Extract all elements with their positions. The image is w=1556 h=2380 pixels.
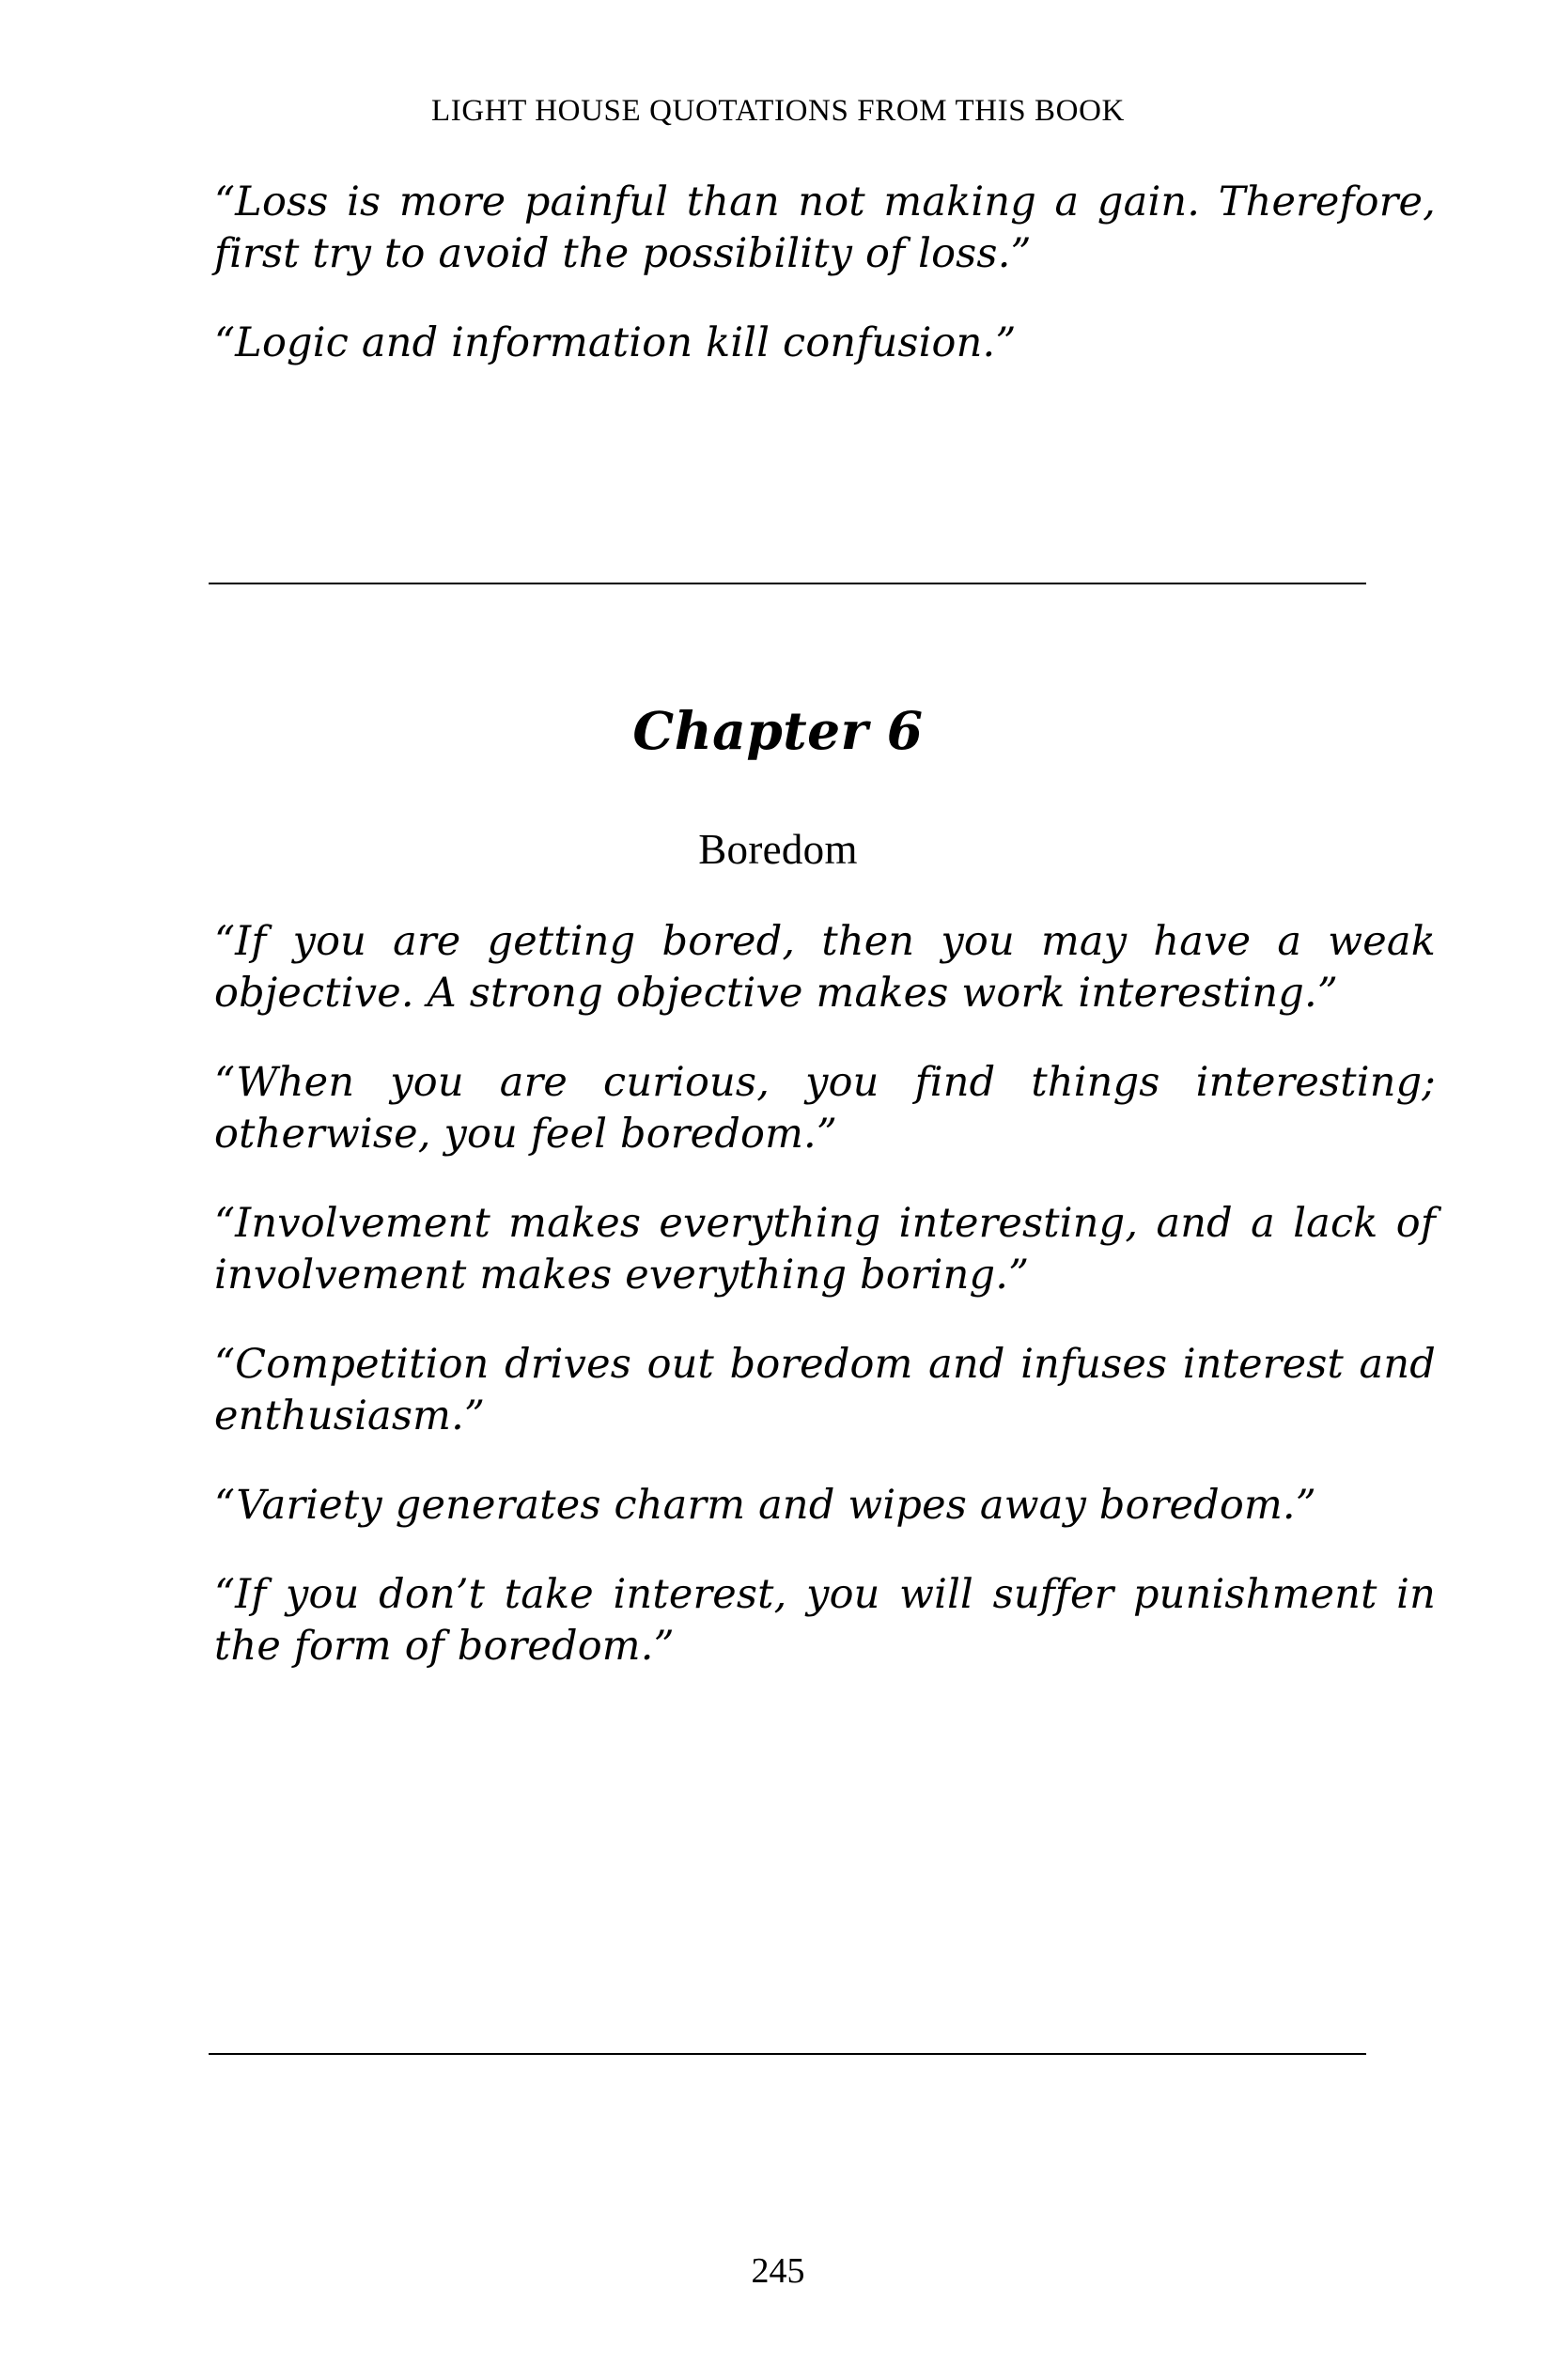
quote-paragraph: “Loss is more painful than not making a gain. Therefore, first try to avoid the possibility of loss.” <box>214 179 1436 278</box>
top-quotes-section <box>214 177 1436 369</box>
chapter-quotes-section <box>214 916 1436 1672</box>
quote-paragraph: “Variety generates charm and wipes away boredom.” <box>214 1482 1316 1530</box>
quote-paragraph: “Competition drives out boredom and infuses interest and enthusiasm.” <box>214 1341 1436 1440</box>
chapter-subtitle: Boredom <box>698 826 858 873</box>
quote-paragraph: “Involvement makes everything interesting, and a lack of involvement makes everything boring.” <box>214 1200 1436 1299</box>
chapter-title: Chapter 6 <box>632 700 924 761</box>
quote-paragraph: “When you are curious, you find things interesting; otherwise, you feel boredom.” <box>214 1059 1436 1159</box>
quote-paragraph: “If you are getting bored, then you may have a weak objective. A strong objective makes work interesting.” <box>214 918 1436 1018</box>
quote-paragraph: “Logic and information kill confusion.” <box>214 319 1017 367</box>
section-divider-bottom <box>209 2053 1366 2055</box>
page-number: 245 <box>751 2251 805 2291</box>
running-head: LIGHT HOUSE QUOTATIONS FROM THIS BOOK <box>431 94 1125 128</box>
quote-paragraph: “If you don’t take interest, you will suffer punishment in the form of boredom.” <box>214 1571 1436 1671</box>
section-divider-top <box>209 583 1366 584</box>
